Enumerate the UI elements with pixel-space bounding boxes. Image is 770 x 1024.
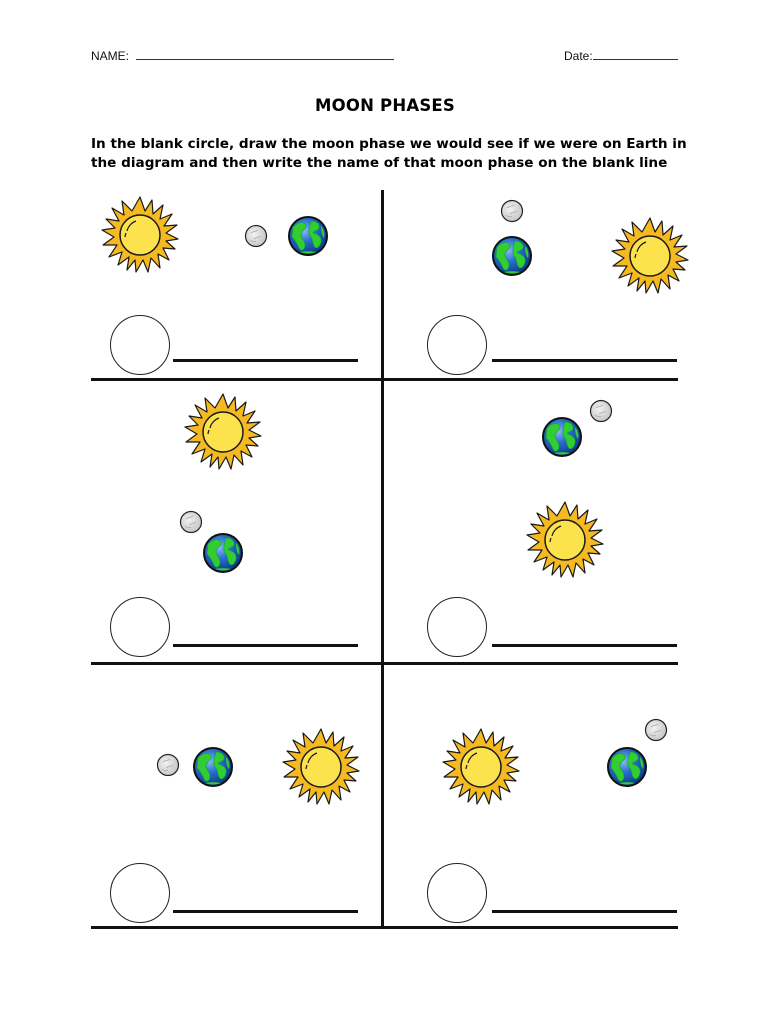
grid-vertical-divider [381, 190, 384, 929]
name-field[interactable] [91, 48, 394, 63]
sun-icon [281, 727, 361, 807]
answer-drawing-circle[interactable] [110, 863, 170, 923]
page-title: MOON PHASES [315, 96, 455, 115]
answer-phase-name-line[interactable] [173, 359, 358, 362]
date-field[interactable] [564, 48, 678, 63]
grid-bottom-border [91, 926, 678, 929]
moon-icon [500, 199, 524, 223]
name-label: NAME: [91, 49, 130, 63]
earth-icon [202, 532, 244, 574]
answer-phase-name-line[interactable] [173, 644, 358, 647]
earth-icon [287, 215, 329, 257]
sun-icon [100, 195, 180, 275]
sun-icon [525, 500, 605, 580]
earth-icon [192, 746, 234, 788]
date-label: Date: [564, 49, 593, 63]
earth-icon [606, 746, 648, 788]
answer-phase-name-line[interactable] [492, 359, 677, 362]
date-blank-line[interactable] [593, 48, 678, 60]
answer-drawing-circle[interactable] [110, 597, 170, 657]
moon-icon [644, 718, 668, 742]
answer-phase-name-line[interactable] [492, 644, 677, 647]
earth-icon [491, 235, 533, 277]
moon-icon [589, 399, 613, 423]
sun-icon [441, 727, 521, 807]
answer-drawing-circle[interactable] [427, 863, 487, 923]
moon-icon [156, 753, 180, 777]
instructions: In the blank circle, draw the moon phase we would see if we were on Earth in the diagram and then write the name of that moon phase on the blank line [91, 136, 687, 171]
moon-icon [244, 224, 268, 248]
sun-icon [183, 392, 263, 472]
answer-drawing-circle[interactable] [427, 597, 487, 657]
grid-row-divider-2 [91, 662, 678, 665]
grid-row-divider-1 [91, 378, 678, 381]
answer-drawing-circle[interactable] [427, 315, 487, 375]
moon-icon [179, 510, 203, 534]
sun-icon [610, 216, 690, 296]
earth-icon [541, 416, 583, 458]
answer-phase-name-line[interactable] [173, 910, 358, 913]
name-blank-line[interactable] [136, 48, 394, 60]
answer-phase-name-line[interactable] [492, 910, 677, 913]
answer-drawing-circle[interactable] [110, 315, 170, 375]
